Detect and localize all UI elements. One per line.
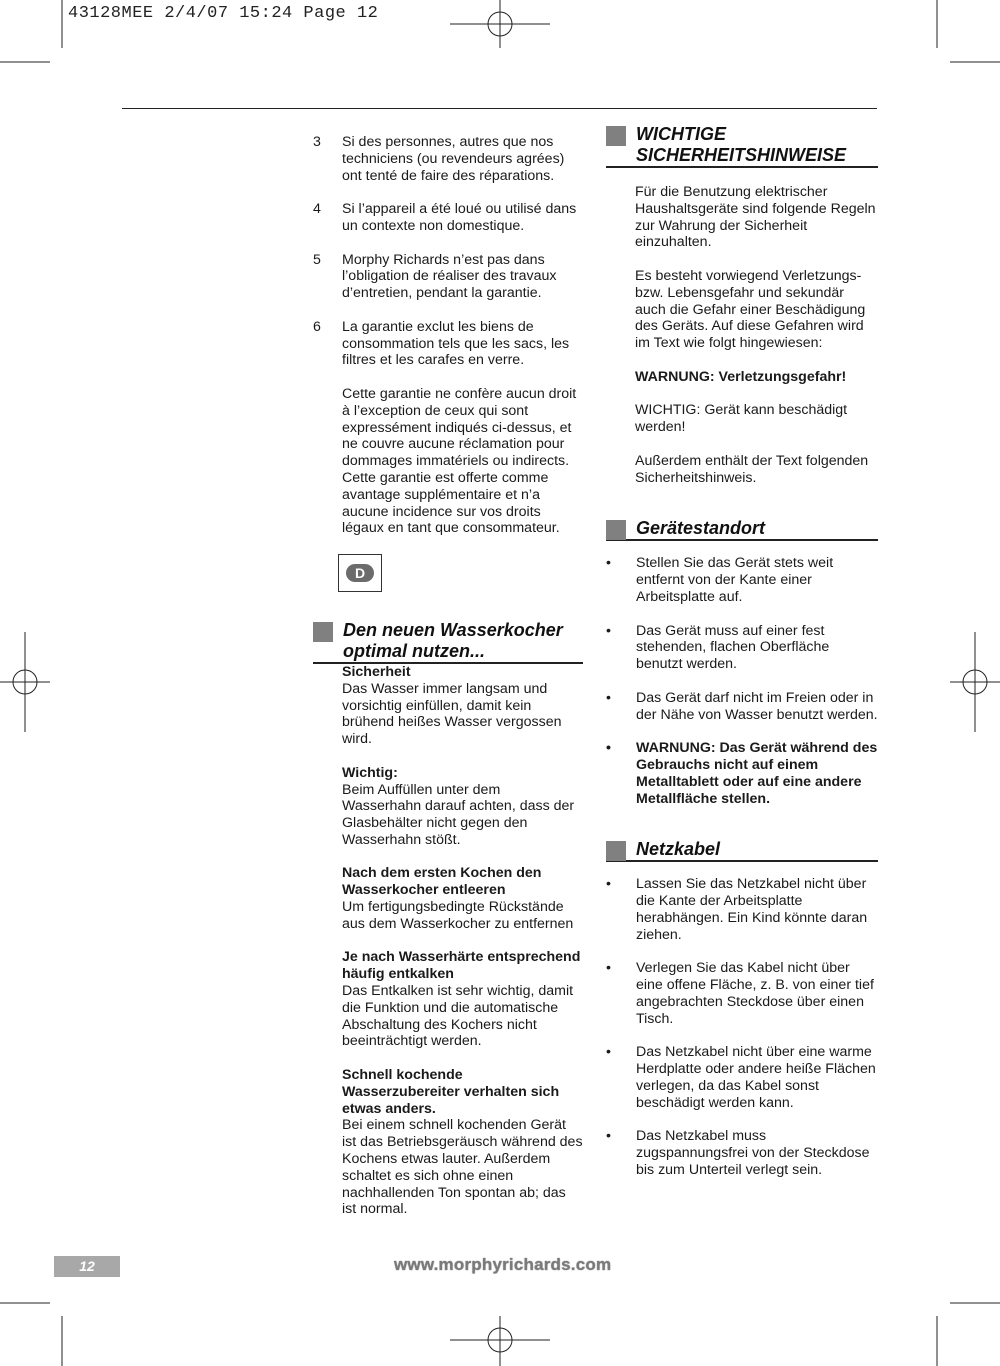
- section-square-icon: [606, 841, 626, 861]
- website-url: www.morphyrichards.com: [394, 1255, 612, 1274]
- print-slug: 43128MEE 2/4/07 15:24 Page 12: [68, 4, 379, 23]
- section-title-line2: optimal nutzen...: [343, 640, 485, 661]
- section-square-icon: [313, 622, 333, 642]
- list-item: • Stellen Sie das Gerät stets weit entfernt von der Kante einer Arbeitsplatte auf.: [606, 555, 834, 605]
- info-block: Schnell kochende Wasserzubereiter verhalten sich etwas anders. Bei einem schnell kochenden Gerät ist das Betriebsgeräusch während des Kochens etwas lauter. Außerdem schaltet es sich ohne einen nachhallenden Ton spontan ab; das ist normal.: [342, 1067, 583, 1218]
- section-heading-safety: [606, 124, 878, 168]
- bullet-icon: •: [606, 555, 611, 572]
- list-item: • Das Netzkabel muss zugspannungsfrei von der Steckdose bis zum Unterteil verlegt sein.: [606, 1128, 870, 1178]
- safety-paragraph: Für die Benutzung elektrischer Haushaltsgeräte sind folgende Regeln zur Wahrung der Sicherheit einzuhalten.: [635, 184, 876, 251]
- numbered-item: 5 Morphy Richards n’est pas dans l’obligation de réaliser des travaux d’entretien, pendant la garantie.: [313, 251, 557, 302]
- location-title: Gerätestandort: [636, 518, 766, 539]
- section-heading-location: [606, 518, 878, 541]
- list-item: • Verlegen Sie das Kabel nicht über eine offene Fläche, z. B. von einer tief angebrachten Steckdose über einen Tisch.: [606, 960, 874, 1027]
- page-number: 12: [54, 1256, 120, 1277]
- cable-title: Netzkabel: [636, 839, 721, 860]
- right-column: [606, 124, 878, 1195]
- list-item: • Das Netzkabel nicht über eine warme Herdplatte oder andere heiße Flächen verlegen, da das Kabel sonst beschädigt werden kann.: [606, 1044, 876, 1111]
- additional-line: Außerdem enthält der Text folgenden Sicherheitshinweis.: [635, 452, 869, 486]
- section-heading-kettle: [313, 620, 583, 664]
- numbered-item: 3 Si des personnes, autres que nos techniciens (ou revendeurs agrées) ont tenté de faire des réparations.: [313, 134, 565, 184]
- list-item: • Das Gerät muss auf einer fest stehenden, flachen Oberfläche benutzt werden.: [606, 622, 830, 673]
- top-rule: [122, 108, 877, 109]
- section-title-line1: Den neuen Wasserkocher: [343, 619, 563, 640]
- country-badge: [338, 554, 382, 592]
- bullet-icon: •: [606, 740, 611, 757]
- list-item-warning: • WARNUNG: Das Gerät während des Gebrauchs nicht auf einem Metalltablett oder auf eine andere Metallfläche stellen.: [606, 740, 878, 807]
- country-badge-label: D: [346, 564, 374, 582]
- numbered-item: 4 Si l’appareil a été loué ou utilisé dans un contexte non domestique.: [313, 201, 577, 234]
- important-line: WICHTIG: Gerät kann beschädigt werden!: [635, 402, 848, 436]
- warning-line: WARNUNG: Verletzungsgefahr!: [635, 368, 847, 385]
- bullet-icon: •: [606, 1044, 611, 1061]
- list-item: • Lassen Sie das Netzkabel nicht über die Kante der Arbeitsplatte herabhängen. Ein Kind könnte daran ziehen.: [606, 876, 868, 943]
- section-square-icon: [606, 520, 626, 540]
- list-item: • Das Gerät darf nicht im Freien oder in der Nähe von Wasser benutzt werden.: [606, 689, 878, 723]
- left-column: [313, 134, 583, 1235]
- bullet-icon: •: [606, 876, 611, 893]
- warranty-paragraph: Cette garantie ne confère aucun droit à l’exception de ceux qui sont expressément indiqués ci-dessus, et ne couvre aucune réclamation pour dommages immatériels ou indirects. Cette garantie est offerte comme avantage supplémentaire et n’a aucune incidence sur vos droits légaux en tant que consommateur.: [342, 385, 577, 537]
- safety-paragraph: Es besteht vorwiegend Verletzungs- bzw. Lebensgefahr und sekundär auch die Gefahr einer Beschädigung des Geräts. Auf diese Gefahren wird im Text wie folgt hingewiesen:: [635, 267, 866, 352]
- section-square-icon: [606, 126, 626, 146]
- section-heading-cable: [606, 839, 878, 862]
- info-block: Sicherheit Das Wasser immer langsam und vorsichtig einfüllen, damit kein brühend heißes Wasser vergossen wird.: [342, 663, 562, 748]
- info-block: Nach dem ersten Kochen den Wasserkocher entleeren Um fertigungsbedingte Rückstände aus dem Wasserkocher zu entfernen: [342, 865, 574, 932]
- info-block: Wichtig: Beim Auffüllen unter dem Wasserhahn darauf achten, dass der Glasbehälter nicht gegen den Wasserhahn stößt.: [342, 764, 575, 848]
- bullet-icon: •: [606, 622, 611, 639]
- safety-title-line1: WICHTIGE: [636, 124, 726, 144]
- safety-title-line2: SICHERHEITSHINWEISE: [636, 145, 847, 165]
- bullet-icon: •: [606, 689, 611, 706]
- numbered-item: 6 La garantie exclut les biens de consommation tels que les sacs, les filtres et les carafes en verre.: [313, 318, 570, 369]
- info-block: Je nach Wasserhärte entsprechend häufig entkalken Das Entkalken ist sehr wichtig, damit die Funktion und die automatische Abschaltung des Kochers nicht beeinträchtigt werden.: [342, 949, 581, 1050]
- bullet-icon: •: [606, 960, 611, 977]
- bullet-icon: •: [606, 1128, 611, 1145]
